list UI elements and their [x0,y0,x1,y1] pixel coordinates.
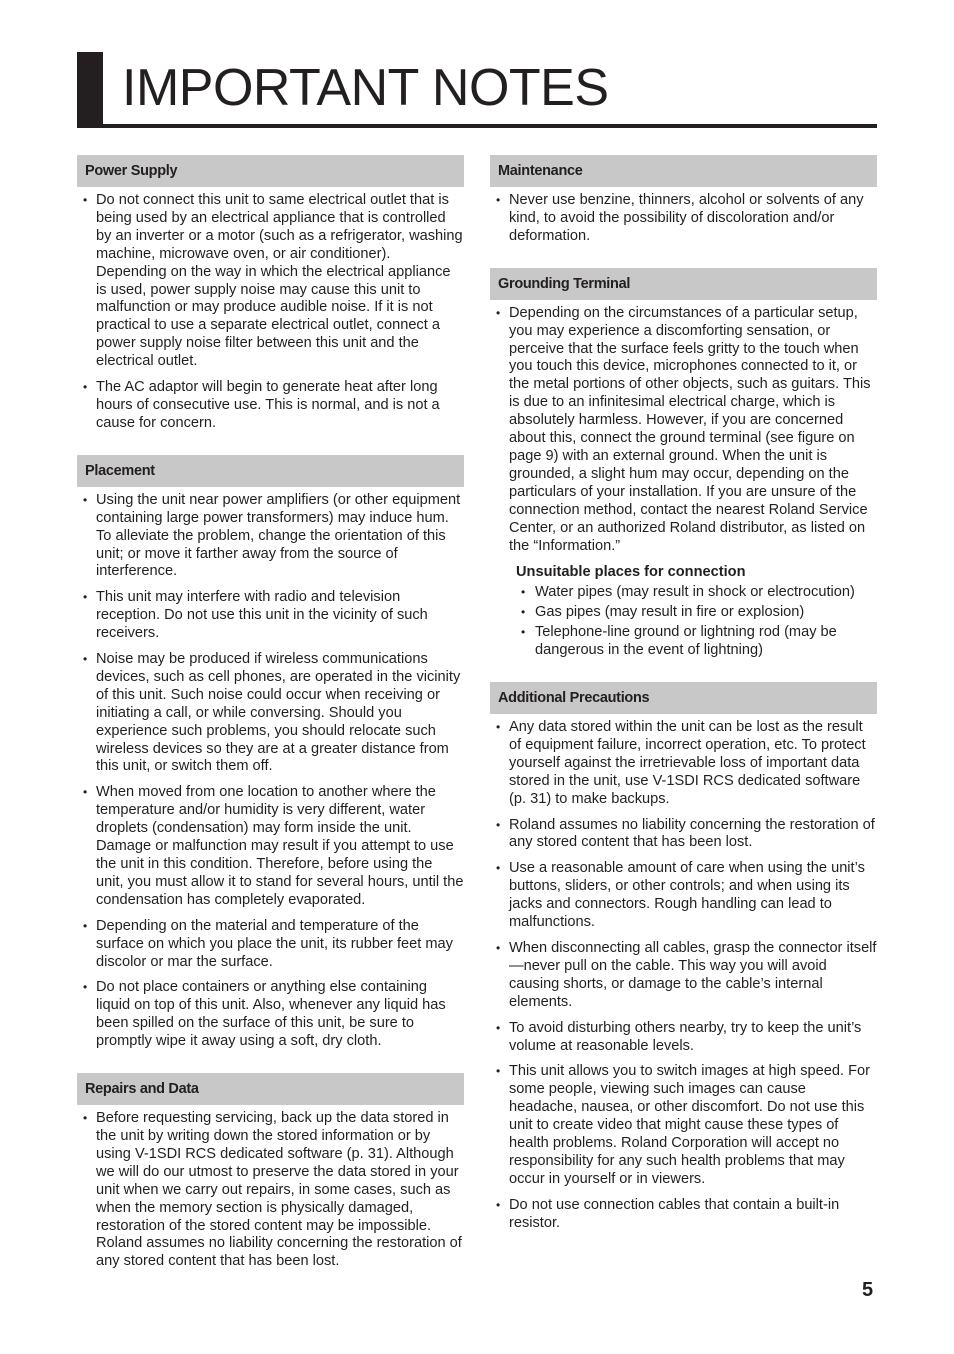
list-item: • The AC adaptor will begin to generate heat after long hours of consecutive use. This is normal, and is not a cause for concern. [77,379,464,433]
bullet-list [490,192,877,246]
section-heading: Additional Precautions [490,682,877,714]
section-heading: Placement [77,455,464,487]
list-item: • Any data stored within the unit can be lost as the result of equipment failure, incorrect operation, etc. To protect yourself against the irretrievable loss of important data stored in the unit, use V-1SDI RCS dedicated software (p. 31) to make backups. [490,719,877,809]
list-item: • Do not place containers or anything else containing liquid on top of this unit. Also, whenever any liquid has been spilled on the surface of this unit, be sure to promptly wipe it away using a soft, dry cloth. [77,979,464,1051]
list-item: • Never use benzine, thinners, alcohol or solvents of any kind, to avoid the possibility of discoloration and/or deformation. [490,192,877,246]
section-maintenance [490,155,877,246]
list-item: • This unit allows you to switch images at high speed. For some people, viewing such images can cause headache, nausea, or other discomfort. Do not use this unit to create video that might cause these types of health problems. Roland Corporation will accept no responsibility for any such health problems that may occur in yourself or in viewers. [490,1063,877,1188]
bullet-list [490,719,877,1233]
sub-list-item: • Water pipes (may result in shock or electrocution) [490,584,877,602]
bullet-list [77,192,464,433]
section-placement [77,455,464,1051]
section-grounding-terminal [490,268,877,660]
bullet-list [77,492,464,1051]
list-item: • Using the unit near power amplifiers (or other equipment containing large power transformers) may induce hum. To alleviate the problem, change the orientation of this unit; or move it farther away from the source of interference. [77,492,464,582]
section-additional-precautions [490,682,877,1233]
right-column [490,155,877,1255]
section-heading: Power Supply [77,155,464,187]
section-heading: Grounding Terminal [490,268,877,300]
subheading: Unsuitable places for connection [516,564,746,581]
bullet-list [77,1110,464,1271]
sub-list-item: • Gas pipes (may result in fire or explosion) [490,604,877,622]
list-item: • Noise may be produced if wireless communications devices, such as cell phones, are operated in the vicinity of this unit. Such noise could occur when receiving or initiating a call, or while conversing. Should you experience such problems, you should relocate such wireless devices so they are at a greater distance from this unit, or switch them off. [77,651,464,776]
title-rule [77,124,877,128]
list-item: • Use a reasonable amount of care when using the unit’s buttons, sliders, or other controls; and when using its jacks and connectors. Rough handling can lead to malfunctions. [490,860,877,932]
left-column [77,155,464,1293]
page-title: IMPORTANT NOTES [122,59,609,117]
bullet-list [490,305,877,556]
sub-bullet-list [490,584,877,660]
list-item: • Do not use connection cables that contain a built-in resistor. [490,1197,877,1233]
page-number: 5 [862,1279,874,1301]
title-bar-block [77,52,103,128]
list-item: • To avoid disturbing others nearby, try to keep the unit’s volume at reasonable levels. [490,1020,877,1056]
list-item: • Depending on the material and temperature of the surface on which you place the unit, its rubber feet may discolor or mar the surface. [77,918,464,972]
sub-list-item: • Telephone-line ground or lightning rod (may be dangerous in the event of lightning) [490,624,877,660]
section-heading: Maintenance [490,155,877,187]
list-item: • This unit may interfere with radio and television reception. Do not use this unit in the vicinity of such receivers. [77,589,464,643]
list-item: • When moved from one location to another where the temperature and/or humidity is very different, water droplets (condensation) may form inside the unit. Damage or malfunction may result if you attempt to use the unit in this condition. Therefore, before using the unit, you must allow it to stand for several hours, until the condensation has completely evaporated. [77,784,464,909]
section-power-supply [77,155,464,433]
list-item: • Roland assumes no liability concerning the restoration of any stored content that has been lost. [490,817,877,853]
list-item: • Depending on the circumstances of a particular setup, you may experience a discomforting sensation, or perceive that the surface feels gritty to the touch when you touch this device, microphones connected to it, or the metal portions of other objects, such as guitars. This is due to an infinitesimal electrical charge, which is absolutely harmless. However, if you are concerned about this, connect the ground terminal (see figure on page 9) with an external ground. When the unit is grounded, a slight hum may occur, depending on the particulars of your installation. If you are unsure of the connection method, contact the nearest Roland Service Center, or an authorized Roland distributor, as listed on the “Information.” [490,305,877,556]
section-repairs-and-data [77,1073,464,1271]
list-item: • Do not connect this unit to same electrical outlet that is being used by an electrical appliance that is controlled by an inverter or a motor (such as a refrigerator, washing machine, microwave oven, or air conditioner). Depending on the way in which the electrical appliance is used, power supply noise may cause this unit to malfunction or may produce audible noise. If it is not practical to use a separate electrical outlet, connect a power supply noise filter between this unit and the electrical outlet. [77,192,464,371]
list-item: • When disconnecting all cables, grasp the connector itself—never pull on the cable. This way you will avoid causing shorts, or damage to the cable’s internal elements. [490,940,877,1012]
list-item: • Before requesting servicing, back up the data stored in the unit by writing down the stored information or by using V-1SDI RCS dedicated software (p. 31). Although we will do our utmost to preserve the data stored in your unit when we carry out repairs, in some cases, such as when the memory section is physically damaged, restoration of the stored content may be impossible. Roland assumes no liability concerning the restoration of any stored content that has been lost. [77,1110,464,1271]
section-heading: Repairs and Data [77,1073,464,1105]
